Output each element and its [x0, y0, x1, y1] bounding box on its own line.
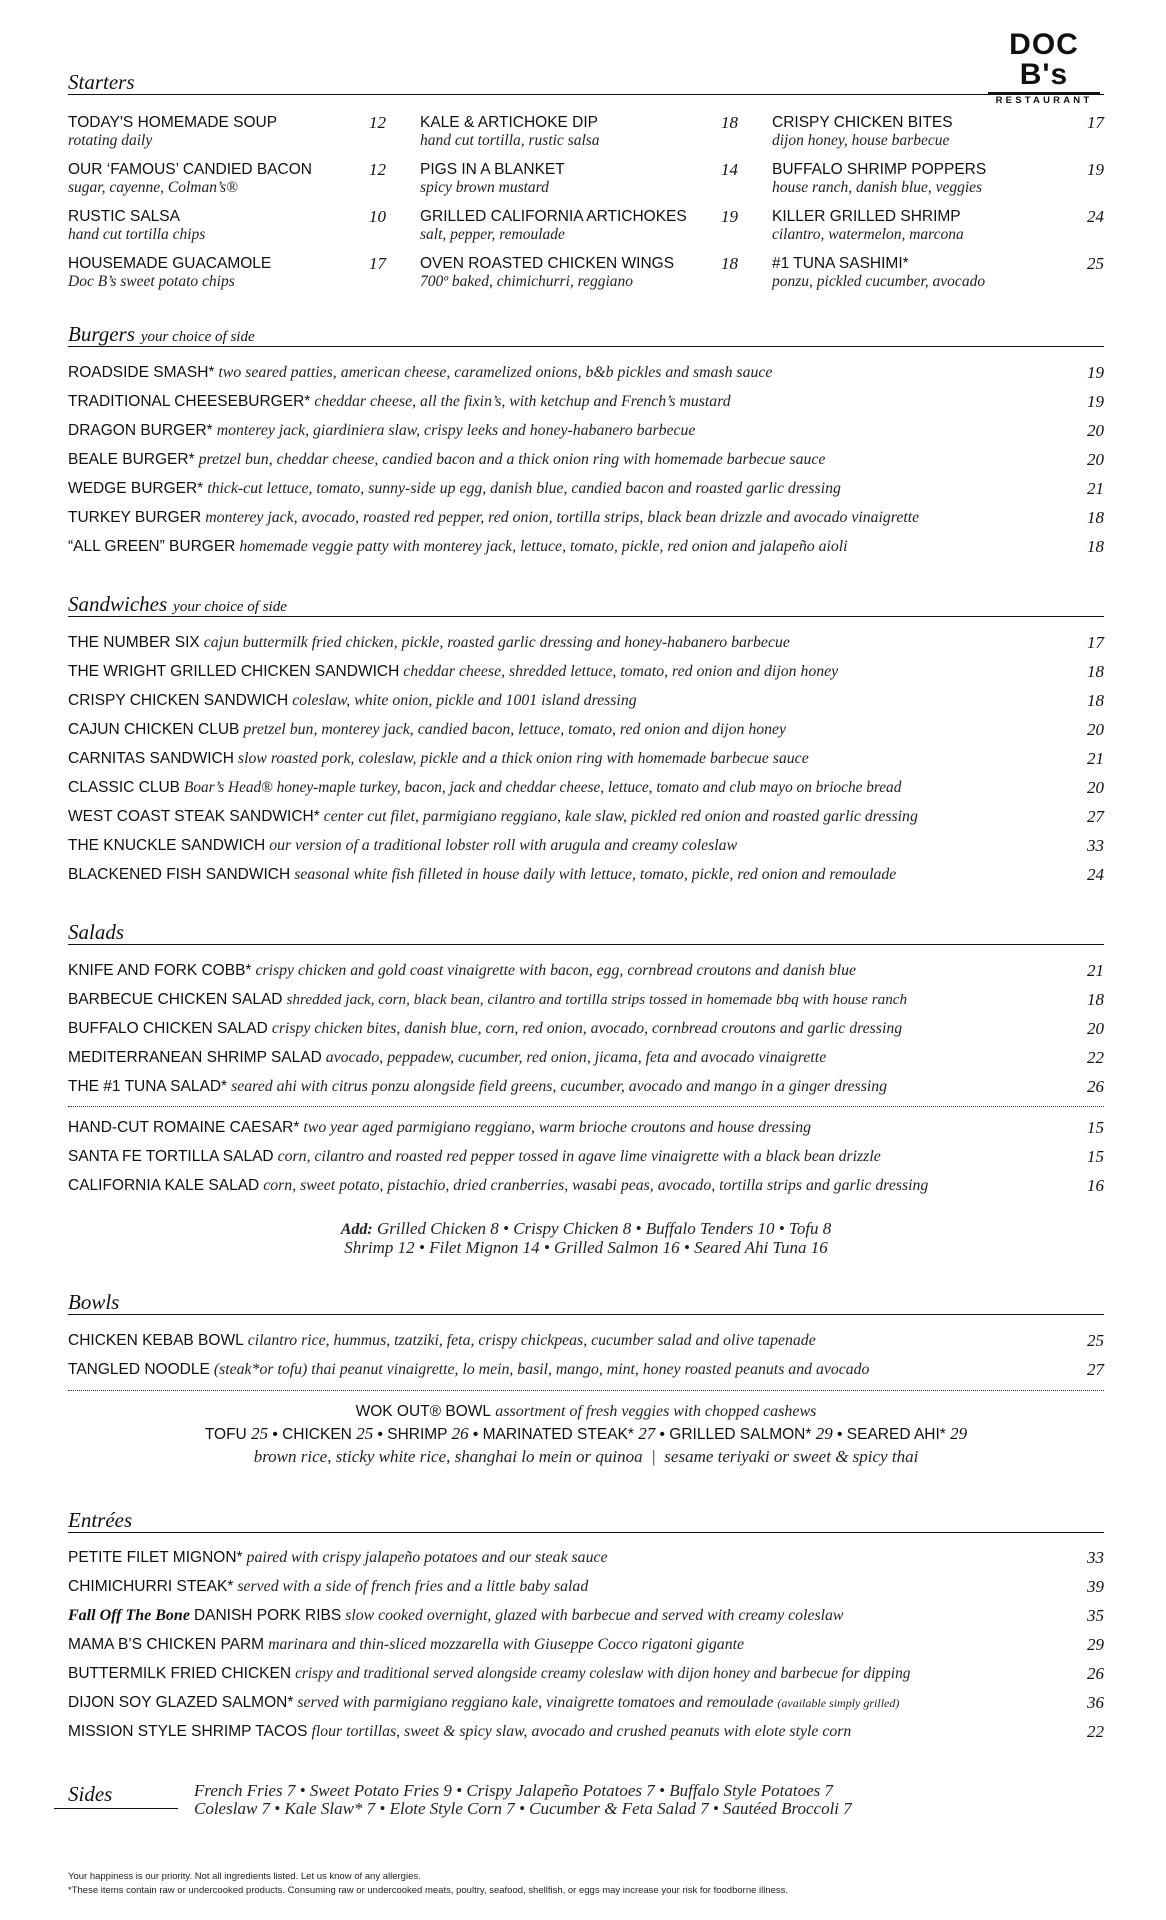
item-name: BUFFALO CHICKEN SALAD — [68, 1020, 268, 1037]
starters-column-3 — [772, 114, 1104, 302]
item-name: DIJON SOY GLAZED SALMON* — [68, 1694, 294, 1711]
item-price: 19 — [1087, 392, 1104, 411]
item-name: MISSION STYLE SHRIMP TACOS — [68, 1723, 308, 1740]
item-name: THE WRIGHT GRILLED CHICKEN SANDWICH — [68, 663, 400, 680]
starter-item — [420, 255, 738, 302]
item-name: PIGS IN A BLANKET — [420, 161, 565, 178]
starters-heading — [68, 70, 1104, 95]
wok-options: TOFU 25 • CHICKEN 25 • SHRIMP 26 • MARINATED STEAK* 27 • GRILLED SALMON* 29 • SEARED AHI* 29 — [204, 1424, 968, 1443]
item-price: 18 — [721, 254, 738, 273]
starter-item — [68, 161, 386, 208]
item-name: CARNITAS SANDWICH — [68, 750, 234, 767]
item-price: 20 — [1087, 1019, 1104, 1038]
wok-desc: assortment of fresh veggies with chopped cashews — [495, 1403, 817, 1420]
item-desc: homemade veggie patty with monterey jack, lettuce, tomato, pickle, red onion and jalapeño aioli — [239, 538, 848, 555]
item-desc: paired with crispy jalapeño potatoes and our steak sauce — [246, 1549, 608, 1566]
starter-item — [420, 208, 738, 255]
item-price: 26 — [1087, 1664, 1104, 1683]
menu-row — [68, 777, 1104, 799]
item-desc: slow roasted pork, coleslaw, pickle and a thick onion ring with homemade barbecue sauce — [237, 750, 809, 767]
item-price: 19 — [1087, 363, 1104, 382]
menu-row — [68, 989, 1104, 1011]
item-desc: flour tortillas, sweet & spicy slaw, avocado and crushed peanuts with elote style corn — [311, 1723, 852, 1740]
item-desc: cajun buttermilk fried chicken, pickle, roasted garlic dressing and honey-habanero barbecue — [203, 634, 790, 651]
add-line-2: Shrimp 12 • Filet Mignon 14 • Grilled Salmon 16 • Seared Ahi Tuna 16 — [344, 1238, 828, 1257]
item-desc: our version of a traditional lobster roll with arugula and creamy coleslaw — [269, 837, 738, 854]
item-desc-note: (available simply grilled) — [777, 1696, 900, 1710]
item-name: WEDGE BURGER* — [68, 480, 204, 497]
item-price: 20 — [1087, 450, 1104, 469]
item-price: 21 — [1087, 961, 1104, 980]
sides-list — [194, 1782, 852, 1818]
item-price: 27 — [1087, 807, 1104, 826]
item-price: 20 — [1087, 778, 1104, 797]
wok-option-price: 25 — [356, 1424, 374, 1443]
item-desc: shredded jack, corn, black bean, cilantro and tortilla strips tossed in homemade bbq with house ranch — [286, 991, 908, 1008]
add-label: Add: — [340, 1221, 373, 1238]
item-desc: hand cut tortilla chips — [68, 226, 206, 243]
item-name: KNIFE AND FORK COBB* — [68, 962, 252, 979]
item-price: 21 — [1087, 479, 1104, 498]
menu-row — [68, 1018, 1104, 1040]
item-name: CRISPY CHICKEN SANDWICH — [68, 692, 289, 709]
item-name: RUSTIC SALSA — [68, 208, 180, 225]
item-desc: slow cooked overnight, glazed with barbecue and served with creamy coleslaw — [345, 1607, 844, 1624]
item-desc: coleslaw, white onion, pickle and 1001 island dressing — [292, 692, 637, 709]
item-price: 16 — [1087, 1176, 1104, 1195]
sides-heading — [54, 1782, 178, 1809]
item-name: WEST COAST STEAK SANDWICH* — [68, 808, 320, 825]
item-name: CAJUN CHICKEN CLUB — [68, 721, 240, 738]
item-name: SANTA FE TORTILLA SALAD — [68, 1148, 274, 1165]
add-line-1: Grilled Chicken 8 • Crispy Chicken 8 • Buffalo Tenders 10 • Tofu 8 — [376, 1219, 832, 1238]
wok-option-name: TOFU — [204, 1426, 247, 1443]
wok-option-name: GRILLED SALMON* — [669, 1426, 812, 1443]
menu-row — [68, 1663, 1104, 1685]
menu-row — [68, 1330, 1104, 1352]
sandwiches-heading — [68, 592, 1104, 617]
item-name: CHIMICHURRI STEAK* — [68, 1578, 234, 1595]
wok-option-name: MARINATED STEAK* — [482, 1426, 634, 1443]
menu-row — [68, 362, 1104, 384]
menu-row — [68, 748, 1104, 770]
item-desc: spicy brown mustard — [420, 179, 549, 196]
wok-option-price: 26 — [451, 1424, 469, 1443]
wok-option-name: SEARED AHI* — [846, 1426, 946, 1443]
menu-row — [68, 806, 1104, 828]
allergy-note: Your happiness is our priority. Not all ingredients listed. Let us know of any allergies. — [68, 1871, 421, 1882]
item-price: 26 — [1087, 1077, 1104, 1096]
starter-item — [772, 114, 1104, 161]
item-desc: two seared patties, american cheese, caramelized onions, b&b pickles and smash sauce — [218, 364, 773, 381]
item-price: 29 — [1087, 1635, 1104, 1654]
wok-option-name: CHICKEN — [282, 1426, 352, 1443]
item-desc: avocado, peppadew, cucumber, red onion, jicama, feta and avocado vinaigrette — [325, 1049, 827, 1066]
item-price: 33 — [1087, 1548, 1104, 1567]
item-name: KALE & ARTICHOKE DIP — [420, 114, 599, 131]
menu-row — [68, 449, 1104, 471]
item-price: 25 — [1087, 1331, 1104, 1350]
menu-row — [68, 1359, 1104, 1381]
menu-row — [68, 391, 1104, 413]
item-name: #1 TUNA SASHIMI* — [772, 255, 909, 272]
item-price: 12 — [369, 113, 386, 132]
item-name: THE KNUCKLE SANDWICH — [68, 837, 266, 854]
item-price: 22 — [1087, 1048, 1104, 1067]
item-desc: (steak*or tofu) thai peanut vinaigrette, lo mein, basil, mango, mint, honey roasted peanuts and avocado — [213, 1361, 870, 1378]
item-desc: dijon honey, house barbecue — [772, 132, 950, 149]
item-desc: center cut filet, parmigiano reggiano, kale slaw, pickled red onion and roasted garlic dressing — [323, 808, 918, 825]
item-name: HAND-CUT ROMAINE CAESAR* — [68, 1119, 300, 1136]
wok-bases: brown rice, sticky white rice, shanghai lo mein or quinoa — [253, 1447, 643, 1466]
bowls-heading — [68, 1290, 1104, 1315]
item-name: ROADSIDE SMASH* — [68, 364, 215, 381]
item-name: TRADITIONAL CHEESEBURGER* — [68, 393, 311, 410]
menu-row — [68, 1175, 1104, 1197]
item-price: 36 — [1087, 1693, 1104, 1712]
menu-row — [68, 1047, 1104, 1069]
item-name: DRAGON BURGER* — [68, 422, 213, 439]
item-desc: pretzel bun, cheddar cheese, candied bacon and a thick onion ring with homemade barbecue sauce — [198, 451, 826, 468]
item-price: 27 — [1087, 1360, 1104, 1379]
bowls-divider — [68, 1390, 1104, 1391]
item-name: TANGLED NOODLE — [68, 1361, 210, 1378]
item-price: 10 — [369, 207, 386, 226]
salads-title: Salads — [68, 920, 125, 944]
item-price: 25 — [1087, 254, 1104, 273]
logo-subtitle: RESTAURANT — [995, 95, 1093, 106]
item-desc: cilantro rice, hummus, tzatziki, feta, crispy chickpeas, cucumber salad and olive tapenade — [247, 1332, 816, 1349]
item-name: HOUSEMADE GUACAMOLE — [68, 255, 272, 272]
footer-notes — [68, 1870, 788, 1898]
item-name: “ALL GREEN” BURGER — [68, 538, 236, 555]
item-prefix: Fall Off The Bone — [68, 1607, 190, 1624]
menu-row — [68, 1117, 1104, 1139]
item-price: 18 — [721, 113, 738, 132]
menu-row — [68, 719, 1104, 741]
item-desc: crispy chicken and gold coast vinaigrette with bacon, egg, cornbread croutons and danish blue — [255, 962, 857, 979]
item-name: OUR ‘FAMOUS’ CANDIED BACON — [68, 161, 313, 178]
item-desc: cilantro, watermelon, marcona — [772, 226, 964, 243]
item-price: 39 — [1087, 1577, 1104, 1596]
wok-name: WOK OUT® BOWL — [355, 1403, 491, 1420]
item-price: 22 — [1087, 1722, 1104, 1741]
raw-food-warning: *These items contain raw or undercooked products. Consuming raw or undercooked meats, poultry, seafood, shellfish, or eggs may increase your risk for foodborne illness. — [68, 1885, 789, 1896]
item-desc: crispy and traditional served alongside creamy coleslaw with dijon honey and barbecue for dipping — [295, 1665, 911, 1682]
starter-item — [772, 161, 1104, 208]
item-desc — [297, 1694, 899, 1711]
starters-column-2 — [420, 114, 738, 302]
salads-heading — [68, 920, 1104, 945]
item-desc: pretzel bun, monterey jack, candied bacon, lettuce, tomato, red onion and dijon honey — [243, 721, 787, 738]
burgers-note: your choice of side — [140, 329, 255, 345]
item-desc: sugar, cayenne, Colman’s® — [68, 179, 238, 196]
item-name: CRISPY CHICKEN BITES — [772, 114, 953, 131]
menu-row — [68, 420, 1104, 442]
item-desc: rotating daily — [68, 132, 153, 149]
item-price: 14 — [721, 160, 738, 179]
starter-item — [420, 114, 738, 161]
item-price: 20 — [1087, 720, 1104, 739]
item-name: BARBECUE CHICKEN SALAD — [68, 991, 283, 1008]
item-name: PETITE FILET MIGNON* — [68, 1549, 243, 1566]
item-desc: served with a side of french fries and a little baby salad — [237, 1578, 589, 1595]
item-name: MEDITERRANEAN SHRIMP SALAD — [68, 1049, 322, 1066]
item-desc: house ranch, danish blue, veggies — [772, 179, 983, 196]
item-name: KILLER GRILLED SHRIMP — [772, 208, 961, 225]
starter-item — [772, 255, 1104, 302]
item-price: 33 — [1087, 836, 1104, 855]
item-price: 20 — [1087, 421, 1104, 440]
starter-item — [420, 161, 738, 208]
item-desc-text: served with parmigiano reggiano kale, vinaigrette tomatoes and remoulade — [297, 1694, 774, 1711]
item-desc: Doc B’s sweet potato chips — [68, 273, 235, 290]
salads-divider — [68, 1106, 1104, 1107]
item-name: THE #1 TUNA SALAD* — [68, 1078, 228, 1095]
item-price: 15 — [1087, 1118, 1104, 1137]
salad-add-ons — [68, 1220, 1104, 1257]
menu-row — [68, 507, 1104, 529]
item-name: MAMA B’S CHICKEN PARM — [68, 1636, 265, 1653]
starters-title: Starters — [68, 70, 135, 94]
item-price: 17 — [1087, 113, 1104, 132]
item-price: 21 — [1087, 749, 1104, 768]
item-price: 35 — [1087, 1606, 1104, 1625]
item-desc: seasonal white fish filleted in house daily with lettuce, tomato, pickle, red onion and remoulade — [294, 866, 897, 883]
item-desc: cheddar cheese, shredded lettuce, tomato, red onion and dijon honey — [403, 663, 839, 680]
menu-row — [68, 478, 1104, 500]
menu-row — [68, 1605, 1104, 1627]
menu-row — [68, 690, 1104, 712]
menu-row — [68, 632, 1104, 654]
item-name: CALIFORNIA KALE SALAD — [68, 1177, 260, 1194]
sandwiches-note: your choice of side — [173, 599, 287, 615]
item-price: 17 — [369, 254, 386, 273]
starter-item — [772, 208, 1104, 255]
wok-option-price: 27 — [638, 1424, 656, 1443]
item-name: TURKEY BURGER — [68, 509, 202, 526]
item-price: 19 — [1087, 160, 1104, 179]
item-name: CHICKEN KEBAB BOWL — [68, 1332, 244, 1349]
sandwiches-title: Sandwiches — [68, 592, 168, 616]
item-desc: corn, sweet potato, pistachio, dried cranberries, wasabi peas, avocado, tortilla strips and garlic dressing — [263, 1177, 929, 1194]
item-price: 18 — [1087, 662, 1104, 681]
item-desc: two year aged parmigiano reggiano, warm brioche croutons and house dressing — [303, 1119, 812, 1136]
item-name: DANISH PORK RIBS — [193, 1607, 342, 1624]
item-desc: salt, pepper, remoulade — [420, 226, 565, 243]
wok-option-price: 29 — [815, 1424, 833, 1443]
wok-bases-sauces: brown rice, sticky white rice, shanghai lo mein or quinoa | sesame teriyaki or sweet & spicy thai — [253, 1447, 919, 1466]
wok-out-bowl — [68, 1400, 1104, 1468]
entrees-title: Entrées — [68, 1508, 133, 1532]
menu-row — [68, 1146, 1104, 1168]
item-price: 18 — [1087, 990, 1104, 1009]
wok-option-price: 29 — [950, 1424, 968, 1443]
sides-line-2: Coleslaw 7 • Kale Slaw* 7 • Elote Style Corn 7 • Cucumber & Feta Salad 7 • Sautéed Broccoli 7 — [194, 1799, 852, 1818]
item-price: 18 — [1087, 537, 1104, 556]
wok-sauces: sesame teriyaki or sweet & spicy thai — [664, 1447, 919, 1466]
menu-row — [68, 835, 1104, 857]
sides-title: Sides — [68, 1782, 113, 1806]
item-price: 18 — [1087, 691, 1104, 710]
item-price: 17 — [1087, 633, 1104, 652]
item-price: 19 — [721, 207, 738, 226]
sides-line-1: French Fries 7 • Sweet Potato Fries 9 • Crispy Jalapeño Potatoes 7 • Buffalo Style Potatoes 7 — [194, 1781, 834, 1800]
item-desc: thick-cut lettuce, tomato, sunny-side up egg, danish blue, candied bacon and roasted garlic dressing — [207, 480, 841, 497]
item-price: 18 — [1087, 508, 1104, 527]
starter-item — [68, 255, 386, 302]
menu-row — [68, 1547, 1104, 1569]
item-desc: crispy chicken bites, danish blue, corn, red onion, avocado, cornbread croutons and garlic dressing — [271, 1020, 903, 1037]
item-desc: monterey jack, avocado, roasted red pepper, red onion, tortilla strips, black bean drizzle and avocado vinaigrette — [205, 509, 920, 526]
item-name: BEALE BURGER* — [68, 451, 195, 468]
wok-option-price: 25 — [251, 1424, 269, 1443]
item-name: GRILLED CALIFORNIA ARTICHOKES — [420, 208, 687, 225]
burgers-title: Burgers — [68, 322, 135, 346]
menu-row — [68, 1692, 1104, 1714]
item-desc: marinara and thin-sliced mozzarella with Giuseppe Cocco rigatoni gigante — [268, 1636, 745, 1653]
item-name: BUTTERMILK FRIED CHICKEN — [68, 1665, 292, 1682]
item-desc: Boar’s Head® honey-maple turkey, bacon, jack and cheddar cheese, lettuce, tomato and club mayo on brioche bread — [183, 779, 902, 796]
menu-row — [68, 536, 1104, 558]
logo-wordmark: DOC B's — [1009, 28, 1079, 91]
item-name: CLASSIC CLUB — [68, 779, 180, 796]
item-desc: monterey jack, giardiniera slaw, crispy leeks and honey-habanero barbecue — [216, 422, 696, 439]
starters-column-1 — [68, 114, 386, 302]
entrees-heading — [68, 1508, 1104, 1533]
item-name: BLACKENED FISH SANDWICH — [68, 866, 291, 883]
menu-row — [68, 661, 1104, 683]
item-desc: ponzu, pickled cucumber, avocado — [772, 273, 986, 290]
menu-row — [68, 1076, 1104, 1098]
item-name: TODAY'S HOMEMADE SOUP — [68, 114, 278, 131]
item-desc: cheddar cheese, all the fixin’s, with ketchup and French’s mustard — [314, 393, 731, 410]
item-price: 15 — [1087, 1147, 1104, 1166]
burgers-heading — [68, 322, 1104, 347]
menu-row — [68, 1634, 1104, 1656]
starter-item — [68, 114, 386, 161]
item-desc: seared ahi with citrus ponzu alongside field greens, cucumber, avocado and mango in a ginger dressing — [231, 1078, 888, 1095]
item-desc: corn, cilantro and roasted red pepper tossed in agave lime vinaigrette with a black bean drizzle — [277, 1148, 881, 1165]
wok-option-name: SHRIMP — [387, 1426, 448, 1443]
menu-row — [68, 960, 1104, 982]
item-name: THE NUMBER SIX — [68, 634, 200, 651]
starter-item — [68, 208, 386, 255]
item-name: OVEN ROASTED CHICKEN WINGS — [420, 255, 675, 272]
item-price: 12 — [369, 160, 386, 179]
item-price: 24 — [1087, 865, 1104, 884]
item-desc: hand cut tortilla, rustic salsa — [420, 132, 600, 149]
item-price: 24 — [1087, 207, 1104, 226]
menu-row — [68, 1721, 1104, 1743]
menu-row — [68, 1576, 1104, 1598]
item-desc: 700º baked, chimichurri, reggiano — [420, 273, 634, 290]
menu-row — [68, 864, 1104, 886]
item-name: BUFFALO SHRIMP POPPERS — [772, 161, 987, 178]
bowls-title: Bowls — [68, 1290, 120, 1314]
